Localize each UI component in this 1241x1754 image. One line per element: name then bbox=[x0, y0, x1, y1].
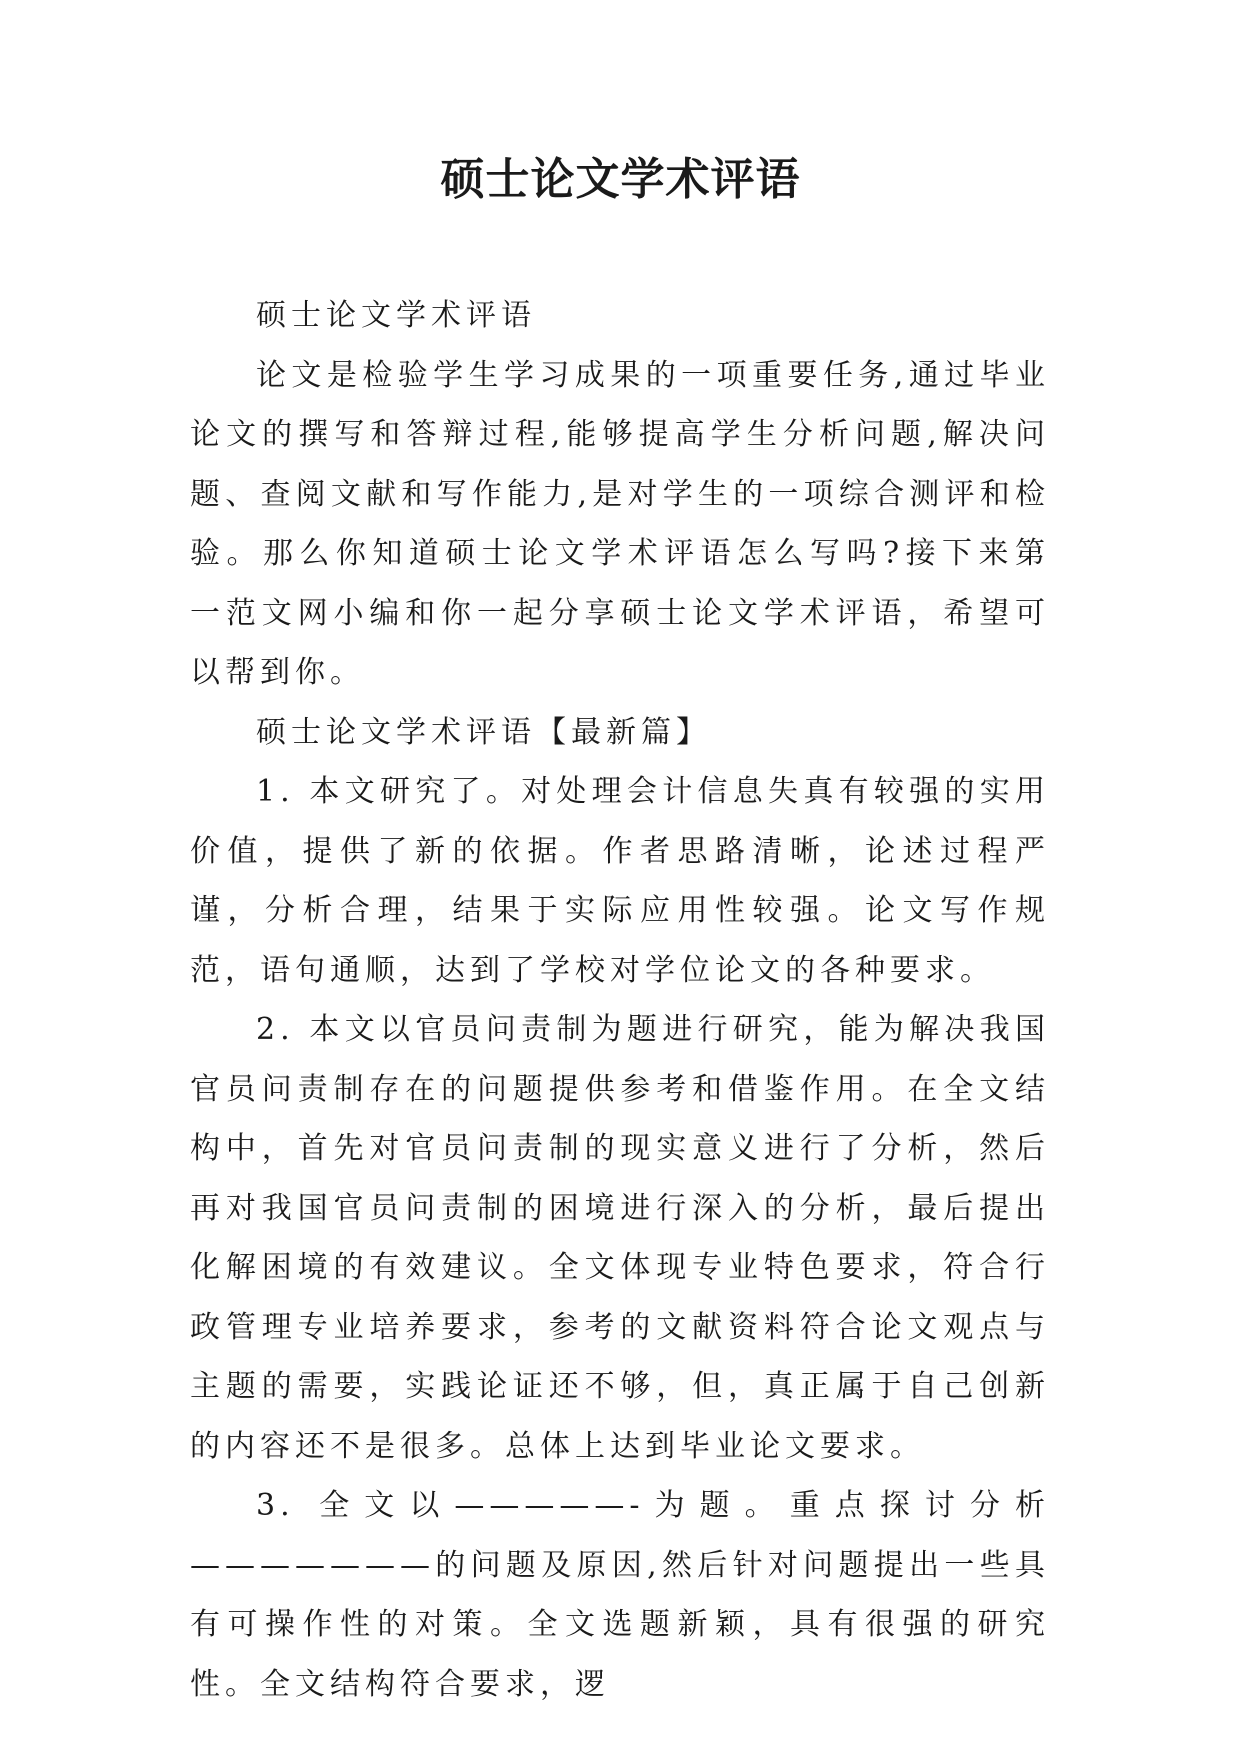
document-body bbox=[190, 286, 1050, 1714]
document-title: 硕士论文学术评语 bbox=[440, 154, 801, 205]
paragraph-item-3: 3. 全文以—————-为题。重点探讨分析———————的问题及原因,然后针对问题提出一些具有可操作性的对策。全文选题新颖，具有很强的研究性。全文结构符合要求，逻 bbox=[190, 1488, 1050, 1702]
paragraph-item-2: 2. 本文以官员问责制为题进行研究，能为解决我国官员问责制存在的问题提供参考和借鉴作用。在全文结构中，首先对官员问责制的现实意义进行了分析，然后再对我国官员问责制的困境进行深入的分析，最后提出化解困境的有效建议。全文体现专业特色要求，符合行政管理专业培养要求，参考的文献资料符合论文观点与主题的需要，实践论证还不够，但，真正属于自己创新的内容还不是很多。总体上达到毕业论文要求。 bbox=[190, 1012, 1050, 1464]
paragraph-subtitle: 硕士论文学术评语 bbox=[256, 298, 536, 333]
paragraph-section-heading: 硕士论文学术评语【最新篇】 bbox=[256, 714, 711, 750]
paragraph-item-1: 1. 本文研究了。对处理会计信息失真有较强的实用价值，提供了新的依据。作者思路清晰，论述过程严谨，分析合理，结果于实际应用性较强。论文写作规范，语句通顺，达到了学校对学位论文的各种要求。 bbox=[190, 774, 1050, 988]
paragraph-intro: 论文是检验学生学习成果的一项重要任务,通过毕业论文的撰写和答辩过程,能够提高学生分析问题,解决问题、查阅文献和写作能力,是对学生的一项综合测评和检验。那么你知道硕士论文学术评语怎么写吗?接下来第一范文网小编和你一起分享硕士论文学术评语，希望可以帮到你。 bbox=[190, 357, 1050, 690]
